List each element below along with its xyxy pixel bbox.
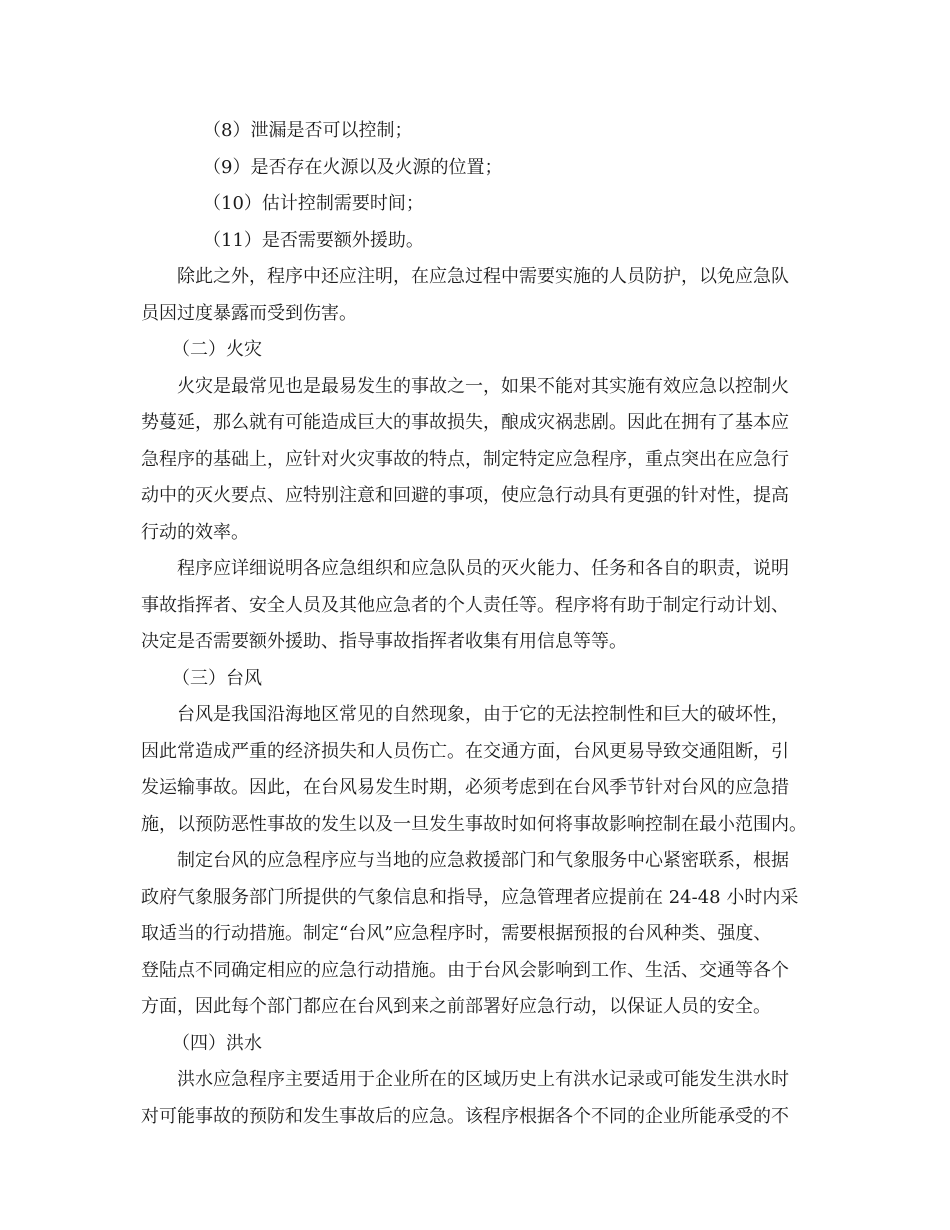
paragraph-besides-line: 除此之外，程序中还应注明，在应急过程中需要实施的人员防护，以免应急队 xyxy=(177,266,789,287)
section-heading-typhoon: （三）台风 xyxy=(172,667,262,689)
paragraph-flood-line: 对可能事故的预防和发生事故后的应急。该程序根据各个不同的企业所能承受的不 xyxy=(141,1105,789,1127)
list-item-10: （10）估计控制需要时间； xyxy=(203,193,424,214)
paragraph-fire2-line: 程序应详细说明各应急组织和应急队员的灭火能力、任务和各自的职责，说明 xyxy=(177,558,789,579)
paragraph-fire1-line: 行动的效率。 xyxy=(141,521,249,543)
paragraph-typhoon2-line: 政府气象服务部门所提供的气象信息和指导，应急管理者应提前在 24-48 小时内采 xyxy=(141,886,799,908)
paragraph-flood-line: 洪水应急程序主要适用于企业所在的区域历史上有洪水记录或可能发生洪水时 xyxy=(177,1069,789,1090)
section-heading-fire: （二）火灾 xyxy=(172,339,262,360)
paragraph-fire2-line: 决定是否需要额外援助、指导事故指挥者收集有用信息等等。 xyxy=(141,631,627,652)
paragraph-typhoon2-line: 制定台风的应急程序应与当地的应急救援部门和气象服务中心紧密联系，根据 xyxy=(177,850,789,871)
list-item-9: （9）是否存在火源以及火源的位置； xyxy=(203,156,503,178)
paragraph-typhoon1-line: 台风是我国沿海地区常见的自然现象，由于它的无法控制性和巨大的破坏性， xyxy=(177,704,789,725)
paragraph-fire1-line: 动中的灭火要点、应特别注意和回避的事项，使应急行动具有更强的针对性，提高 xyxy=(141,485,789,506)
paragraph-typhoon2-line: 登陆点不同确定相应的应急行动措施。由于台风会影响到工作、生活、交通等各个 xyxy=(141,959,789,981)
paragraph-fire2-line: 事故指挥者、安全人员及其他应急者的个人责任等。程序将有助于制定行动计划、 xyxy=(141,594,789,616)
section-heading-flood: （四）洪水 xyxy=(172,1032,262,1054)
paragraph-typhoon2-line: 取适当的行动措施。制定“台风”应急程序时，需要根据预报的台风种类、强度、 xyxy=(141,923,772,944)
paragraph-typhoon2-line: 方面，因此每个部门都应在台风到来之前部署好应急行动，以保证人员的安全。 xyxy=(141,996,771,1017)
paragraph-besides-line: 员因过度暴露而受到伤害。 xyxy=(141,302,357,324)
paragraph-typhoon1-line: 因此常造成严重的经济损失和人员伤亡。在交通方面，台风更易导致交通阻断，引 xyxy=(141,740,789,762)
list-item-11: （11）是否需要额外援助。 xyxy=(203,229,424,251)
paragraph-fire1-line: 火灾是最常见也是最易发生的事故之一，如果不能对其实施有效应急以控制火 xyxy=(177,375,789,397)
paragraph-typhoon1-line: 发运输事故。因此，在台风易发生时期，必须考虑到在台风季节针对台风的应急措 xyxy=(141,777,789,798)
paragraph-fire1-line: 急程序的基础上，应针对火灾事故的特点，制定特定应急程序，重点突出在应急行 xyxy=(141,448,789,470)
list-item-8: （8）泄漏是否可以控制； xyxy=(203,120,413,141)
paragraph-fire1-line: 势蔓延，那么就有可能造成巨大的事故损失，酿成灾祸悲剧。因此在拥有了基本应 xyxy=(141,412,789,433)
document-body xyxy=(141,113,816,1135)
paragraph-typhoon1-line: 施，以预防恶性事故的发生以及一旦发生事故时如何将事故影响控制在最小范围内。 xyxy=(141,813,807,835)
